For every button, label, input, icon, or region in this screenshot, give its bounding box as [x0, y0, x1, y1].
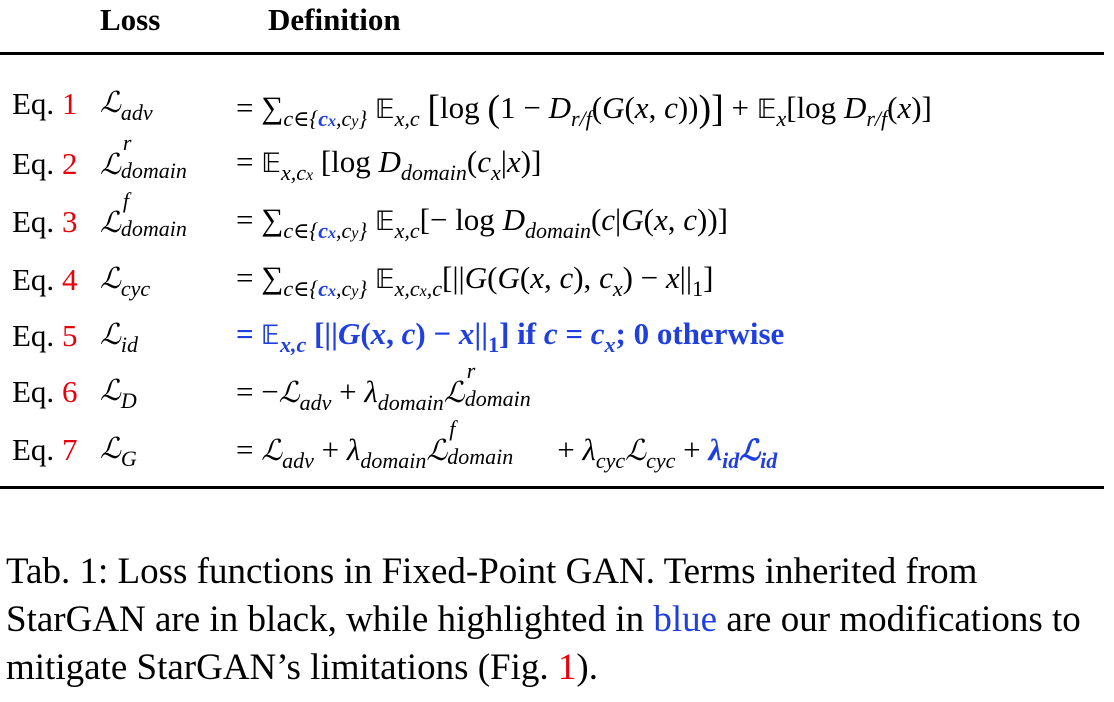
loss-name: ℒ$_D$: [100, 373, 137, 413]
eq-ref-link[interactable]: 1: [61, 86, 78, 121]
table-header-definition: Definition: [268, 2, 401, 37]
loss-definition: = 𝔼$_{x,c}$ [||G(x, $c) - x||_1$] if $c = c_x$; 0 otherwise: [236, 316, 785, 357]
loss-name: ℒ$_G$: [100, 431, 137, 471]
eq-number: Eq. 6: [12, 374, 78, 409]
loss-definition: = $\sum_{c\in\{cx,cy\}}$ 𝔼$_{x,c}$[− $\log D_{domain}(c|G(x$, c))]: [236, 202, 728, 243]
table-row: [0, 358, 1104, 416]
loss-definition: = $\sum_{c\in\{cx,cy\}}$ 𝔼$_{x,c}$ [log ($1 - D_{r/f}(G(x$, c)))] + 𝔼$_x$[log $D_{r/f}(x)$]: [236, 88, 932, 131]
bottom-rule: [0, 486, 1104, 489]
top-rule: [0, 52, 1104, 55]
loss-name: ℒ$_{cyc}$: [100, 261, 151, 301]
loss-definition: = ℒ$_{adv}$ + $\lambda_{domain}ℒ$ f domain + $\lambda_{cyc}ℒ_{cyc}$ + $\lambda_{id}ℒ_{id}$: [236, 416, 778, 473]
eq-number: Eq. 1: [12, 86, 78, 121]
figure-ref-link[interactable]: 1: [557, 647, 577, 688]
eq-number: Eq. 5: [12, 318, 78, 353]
table-row: [0, 130, 1104, 188]
loss-definition: = −ℒ$_{adv}$ + $\lambda_{domain}ℒ$ r domain: [236, 358, 531, 415]
eq-number: Eq. 4: [12, 262, 78, 297]
loss-definition: = 𝔼$_{x,cx}$ [log $D_{domain}(c_x|x)$]: [236, 144, 542, 185]
eq-number: Eq. 3: [12, 204, 78, 239]
table-row: [0, 310, 1104, 360]
table-header-loss: Loss: [100, 2, 161, 37]
caption-blue-word: blue: [653, 599, 718, 640]
table-row: [0, 78, 1104, 131]
loss-name: ℒ$_{adv}$: [100, 85, 153, 125]
eq-number: Eq. 7: [12, 432, 78, 467]
eq-ref-link[interactable]: 4: [61, 262, 78, 297]
table-row: [0, 254, 1104, 304]
table-row: [0, 416, 1104, 474]
loss-name: ℒ f domain: [100, 188, 187, 241]
eq-ref-link[interactable]: 7: [61, 432, 78, 467]
loss-name: ℒ r domain: [100, 130, 187, 183]
loss-name: ℒ$_{id}$: [100, 317, 139, 357]
eq-ref-link[interactable]: 5: [61, 318, 78, 353]
eq-ref-link[interactable]: 3: [61, 204, 78, 239]
table-row: [0, 188, 1104, 246]
eq-ref-link[interactable]: 2: [61, 146, 78, 181]
eq-number: Eq. 2: [12, 146, 78, 181]
eq-ref-link[interactable]: 6: [61, 374, 78, 409]
loss-definition: = $\sum_{c\in\{cx,cy\}}$ 𝔼$_{x,cx,c}$[||G(G(x, c), $c_x) - x||_1$]: [236, 260, 714, 301]
table-caption: Tab. 1: Loss functions in Fixed-Point GAN. Terms inherited from StarGAN are in black, while highlighted in blue are our modifications to mitigate StarGAN’s limitations (Fig. 1).: [6, 551, 1081, 688]
